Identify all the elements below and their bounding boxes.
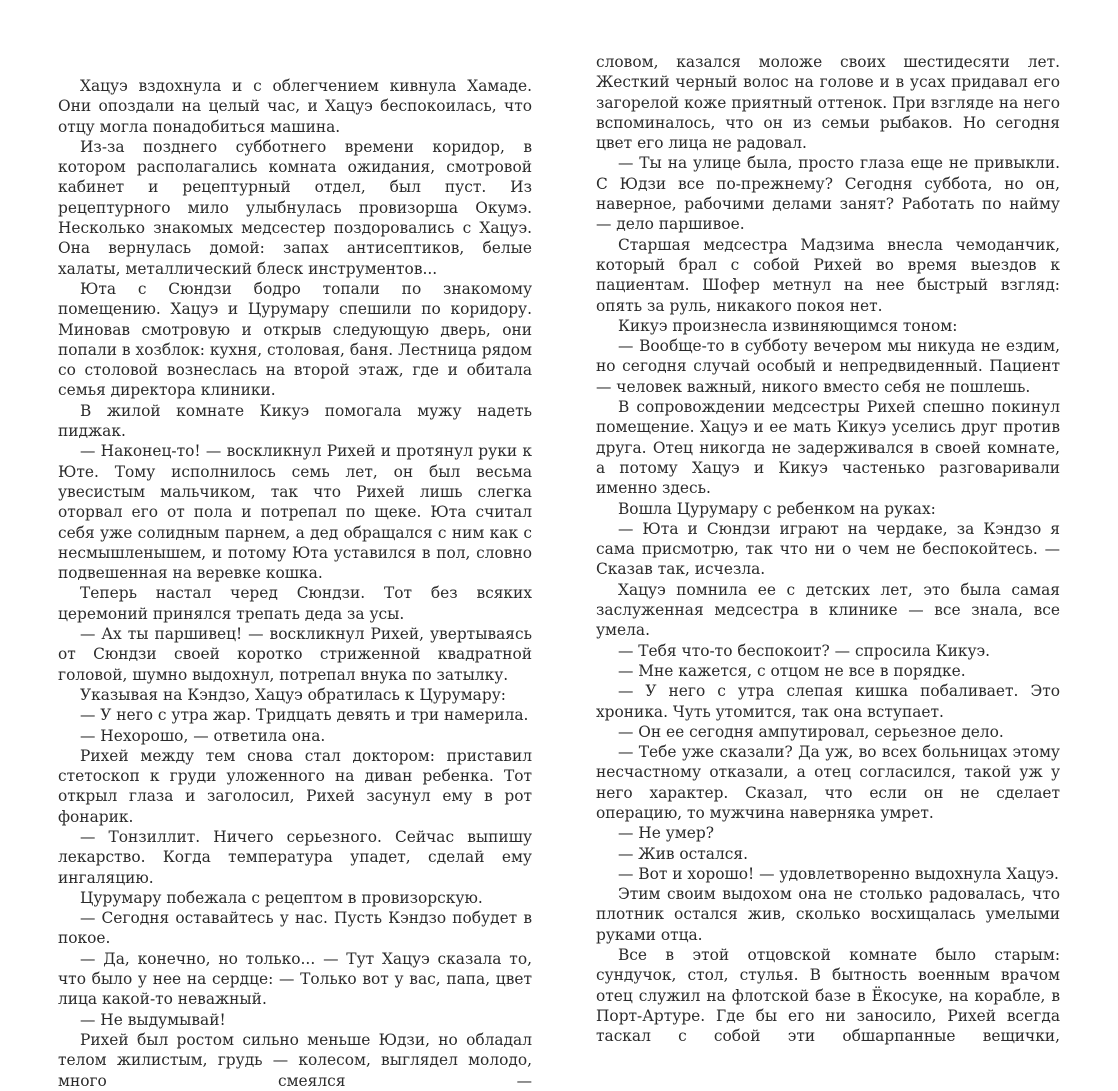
paragraph: Рихей между тем снова стал доктором: приставил стетоскоп к груди уложенного на диван ребенка. Тот открыл глаза и заголосил, Рихей засунул ему в рот фонарик. <box>58 746 532 826</box>
paragraph: словом, казался моложе своих шестидесяти лет. Жесткий черный волос на голове и в усах придавал его загорелой коже приятный оттенок. При взгляде на него вспоминалось, что он из семьи рыбаков. Но сегодня цвет его лица не радовал. <box>596 53 1060 153</box>
paragraph: Старшая медсестра Мадзима внесла чемоданчик, который брал с собой Рихей во время выездов к пациентам. Шофер метнул на нее быстрый взгляд: опять за руль, никакого покоя нет. <box>596 235 1060 315</box>
paragraph: — У него с утра слепая кишка побаливает. Это хроника. Чуть утомится, так она вступает. <box>596 682 1060 721</box>
paragraph: — Тонзиллит. Ничего серьезного. Сейчас выпишу лекарство. Когда температура упадет, сделай ему ингаляцию. <box>58 827 532 887</box>
paragraph: Кикуэ произнесла извиняющимся тоном: <box>618 316 958 335</box>
paragraph: — Жив остался. <box>618 844 748 863</box>
right-text-column <box>596 0 1060 1047</box>
paragraph: — У него с утра жар. Тридцать девять и три намерила. <box>80 706 529 725</box>
paragraph: — Наконец-то! — воскликнул Рихей и протянул руки к Юте. Тому исполнилось семь лет, он был весьма увесистым мальчиком, так что Рихей лишь слегка оторвал его от пола и потрепал по щеке. Юта считал себя уже солидным парнем, а дед обращался с ним как с несмышленышем, и потому Юта уставился в пол, словно подвешенная на веревке кошка. <box>58 442 532 583</box>
paragraph: Все в этой отцовской комнате было старым: сундучок, стол, стулья. В бытность военным врачом отец служил на флотской базе в Ёкосуке, на корабле, в Порт-Артуре. Где бы его ни заносило, Рихей всегда таскал с собой эти обшарпанные вещички, <box>596 946 1060 1046</box>
paragraph: — Тебя что-то беспокоит? — спросила Кикуэ. <box>618 641 991 660</box>
paragraph: Юта с Сюндзи бодро топали по знакомому помещению. Хацуэ и Цурумару спешили по коридору. Миновав смотровую и открыв следующую дверь, они попали в хозблок: кухня, столовая, баня. Лестница рядом со столовой вознеслась на второй этаж, где и обитала семья директора клиники. <box>58 279 532 400</box>
paragraph: — Вот и хорошо! — удовлетворенно выдохнула Хацуэ. <box>618 864 1059 883</box>
paragraph: — Вообще-то в субботу вечером мы никуда не ездим, но сегодня случай особый и непредвиденный. Пациент — человек важный, никого вместо себя не пошлешь. <box>596 337 1060 396</box>
paragraph: В сопровождении медсестры Рихей спешно покинул помещение. Хацуэ и ее мать Кикуэ уселись друг против друга. Отец никогда не задерживался в своей комнате, а потому Хацуэ и Кикуэ частенько разговаривали именно здесь. <box>596 398 1060 498</box>
paragraph: В жилой комнате Кикуэ помогала мужу надеть пиджак. <box>58 401 532 441</box>
paragraph: — Не выдумывай! <box>80 1010 226 1029</box>
paragraph: — Сегодня оставайтесь у нас. Пусть Кэндзо побудет в покое. <box>58 909 532 948</box>
paragraph: — Нехорошо, — ответила она. <box>80 726 326 745</box>
paragraph: Вошла Цурумару с ребенком на руках: <box>618 499 936 518</box>
paragraph: Этим своим выдохом она не столько радовалась, что плотник остался жив, сколько восхищалась умелыми руками отца. <box>596 885 1060 944</box>
paragraph: Указывая на Кэндзо, Хацуэ обратилась к Цурумару: <box>80 685 506 704</box>
left-text-column <box>58 0 532 1091</box>
paragraph: — Ах ты паршивец! — воскликнул Рихей, увертываясь от Сюндзи своей коротко стриженной квадратной головой, шумно выдохнул, потрепал внука по затылку. <box>58 625 532 684</box>
paragraph: — Не умер? <box>618 824 714 843</box>
paragraph: Цурумару побежала с рецептом в провизорскую. <box>80 888 483 907</box>
paragraph: Рихей был ростом сильно меньше Юдзи, но обладал телом жилистым, грудь — колесом, выглядел молодо, много смеялся — <box>58 1030 532 1090</box>
paragraph: — Мне кажется, с отцом не все в порядке. <box>618 661 966 680</box>
paragraph: — Тебе уже сказали? Да уж, во всех больницах этому несчастному отказали, а отец согласился, такой уж у него характер. Сказал, что если он не сделает операцию, то мужчина наверняка умрет. <box>596 743 1060 822</box>
paragraph: Хацуэ помнила ее с детских лет, это была самая заслуженная медсестра в клинике — все знала, все умела. <box>596 580 1060 640</box>
paragraph: — Он ее сегодня ампутировал, серьезное дело. <box>618 722 1004 741</box>
paragraph: Из-за позднего субботнего времени коридор, в котором располагались комната ожидания, смотровой кабинет и рецептурный отдел, был пуст. Из рецептурного мило улыбнулась провизорша Окумэ. Несколько знакомых медсестер поздоровались с Хацуэ. Она вернулась домой: запах антисептиков, белые халаты, металлический блеск инструментов... <box>58 137 532 278</box>
paragraph: Хацуэ вздохнула и с облегчением кивнула Хамаде. Они опоздали на целый час, и Хацуэ беспокоилась, что отцу могла понадобиться машина. <box>58 77 532 136</box>
paragraph: Теперь настал черед Сюндзи. Тот без всяких церемоний принялся трепать деда за усы. <box>58 584 532 623</box>
paragraph: — Юта и Сюндзи играют на чердаке, за Кэндзо я сама присмотрю, так что ни о чем не беспокойтесь. — Сказав так, исчезла. <box>596 519 1060 579</box>
paragraph: — Да, конечно, но только... — Тут Хацуэ сказала то, что было у нее на сердце: — Только вот у вас, папа, цвет лица какой-то неважный. <box>58 949 532 1009</box>
paragraph: — Ты на улице была, просто глаза еще не привыкли. С Юдзи все по-прежнему? Сегодня суббота, но он, наверное, рабочими делами занят? Работать по найму — дело паршивое. <box>596 154 1060 234</box>
